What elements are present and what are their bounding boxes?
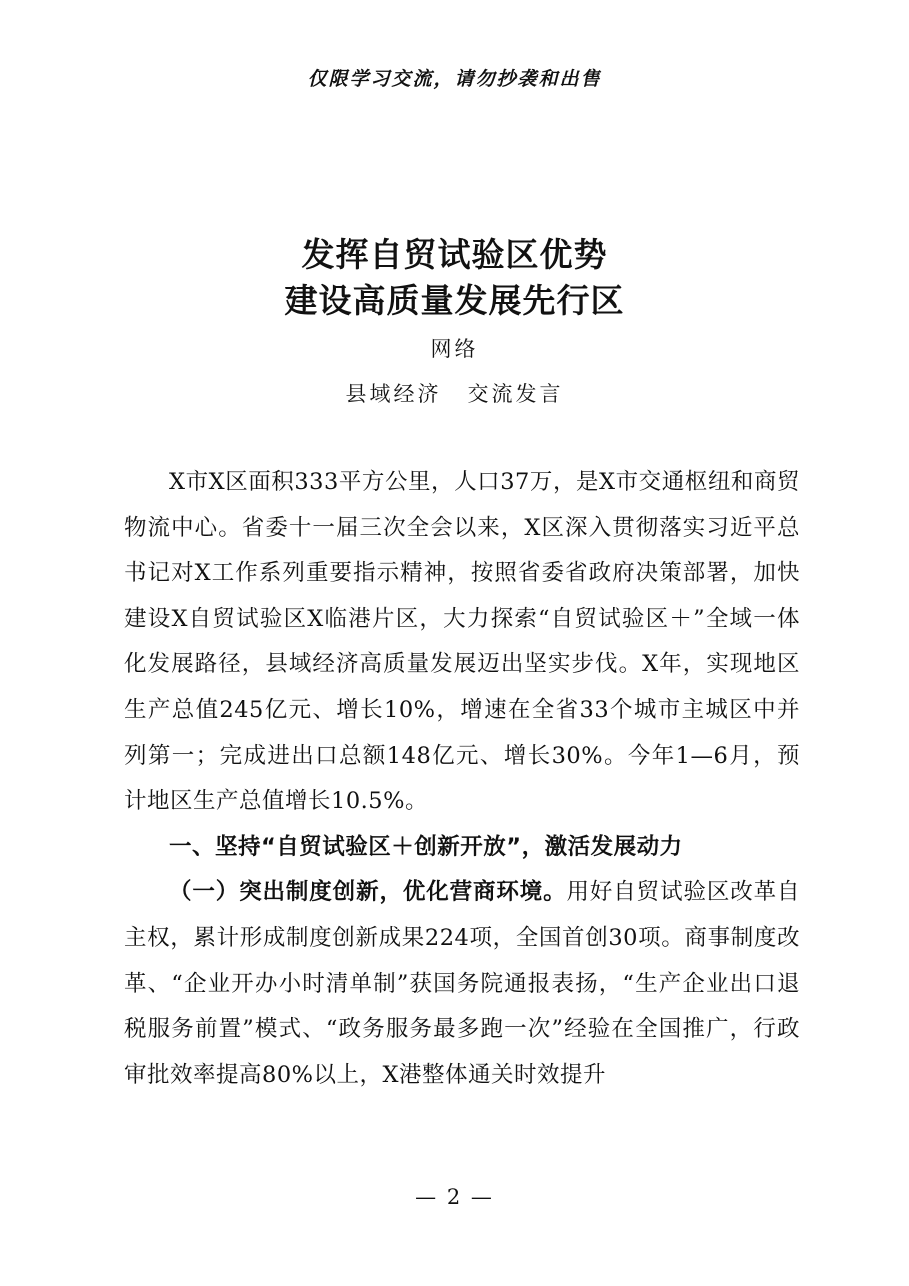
subtitle-category: 县域经济: [345, 382, 442, 406]
section-heading-1: 一、坚持“自贸试验区＋创新开放”，激活发展动力: [169, 833, 683, 860]
intro-paragraph: X市X区面积333平方公里，人口37万，是X市交通枢纽和商贸物流中心。省委十一届三次全会以来，X区深入贯彻落实习近平总书记对X工作系列重要指示精神，按照省委省政府决策部署，加快建设X自贸试验区X临港片区，大力探索“自贸试验区＋”全域一体化发展路径，县域经济高质量发展迈出坚实步伐。X年，实现地区生产总值245亿元、增长10%，增速在全省33个城市主城区中并列第一；完成进出口总额148亿元、增长30%。今年1—6月，预计地区生产总值增长10.5%。: [124, 469, 800, 815]
subtitle: [0, 378, 909, 408]
document-body: [124, 460, 800, 1098]
author: 网络: [430, 337, 479, 361]
title-line-2: 建设高质量发展先行区: [284, 281, 625, 320]
document-title: [0, 232, 909, 324]
subsection-text: 用好自贸试验区改革自主权，累计形成制度创新成果224项，全国首创30项。商事制度改革、“企业开办小时清单制”获国务院通报表扬，“生产企业出口退税服务前置”模式、“政务服务最多跑一次”经验在全国推广，行政审批效率提高80%以上，X港整体通关时效提升: [124, 879, 800, 1088]
title-line-1: 发挥自贸试验区优势: [301, 235, 608, 274]
subtitle-type: 交流发言: [467, 382, 564, 406]
header-note: 仅限学习交流，请勿抄袭和出售: [307, 68, 602, 90]
page-number: — 2 —: [415, 1185, 494, 1209]
subsection-paragraph-1: [124, 870, 800, 1098]
subsection-lead: （一）突出制度创新，优化营商环境。: [169, 879, 567, 906]
